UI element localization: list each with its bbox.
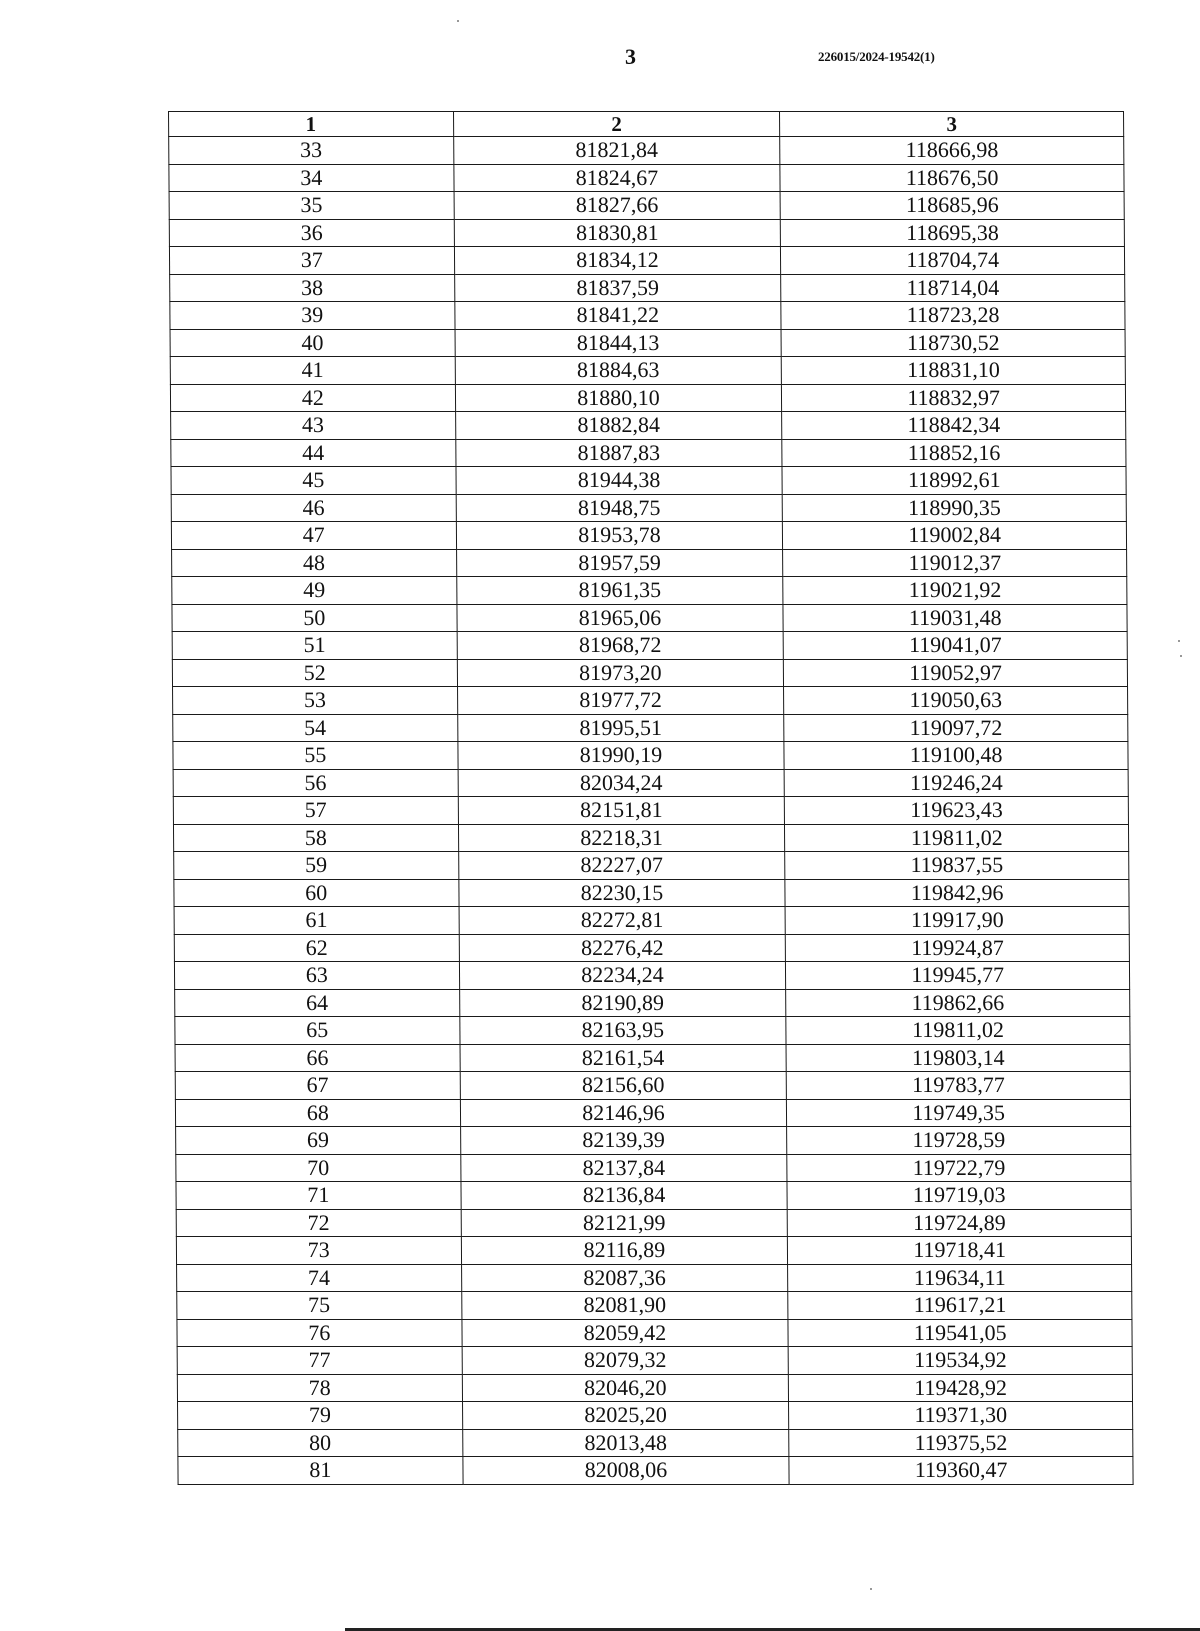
table-row [176,1182,1131,1210]
x-coordinate-cell: 81887,83 [455,439,782,467]
x-coordinate-cell: 82034,24 [458,769,785,797]
point-number-cell: 67 [175,1072,460,1100]
y-coordinate-cell: 119945,77 [786,962,1130,990]
y-coordinate-cell: 119837,55 [785,852,1129,880]
point-number-cell: 62 [174,934,459,962]
x-coordinate-cell: 82161,54 [460,1044,787,1072]
point-number-cell: 37 [169,247,454,275]
x-coordinate-cell: 81837,59 [454,274,781,302]
x-coordinate-cell: 82121,99 [461,1209,788,1237]
point-number-cell: 36 [169,219,454,247]
page-number: 3 [625,44,636,69]
point-number-cell: 52 [172,659,457,687]
x-coordinate-cell: 82151,81 [458,797,785,825]
table-header [169,112,1124,137]
table-row [169,247,1124,275]
table-row [174,879,1129,907]
y-coordinate-cell: 119634,11 [788,1264,1132,1292]
y-coordinate-cell: 119371,30 [789,1402,1133,1430]
x-coordinate-cell: 82218,31 [458,824,785,852]
x-coordinate-cell: 82190,89 [459,989,786,1017]
y-coordinate-cell: 118832,97 [782,384,1126,412]
x-coordinate-cell: 82059,42 [462,1319,789,1347]
column-header-2: 2 [453,112,780,137]
x-coordinate-cell: 81882,84 [455,412,782,440]
table-row [171,412,1126,440]
y-coordinate-cell: 119050,63 [784,687,1128,715]
y-coordinate-cell: 119002,84 [783,522,1127,550]
point-number-cell: 57 [173,797,458,825]
table-row [170,357,1125,385]
point-number-cell: 51 [172,632,457,660]
x-coordinate-cell: 82079,32 [462,1347,789,1375]
y-coordinate-cell: 119246,24 [784,769,1128,797]
y-coordinate-cell: 119811,02 [786,1017,1130,1045]
table-row [178,1402,1133,1430]
point-number-cell: 69 [176,1127,461,1155]
y-coordinate-cell: 119917,90 [785,907,1129,935]
table-row [178,1429,1133,1457]
point-number-cell: 75 [177,1292,462,1320]
x-coordinate-cell: 81824,67 [453,164,780,192]
point-number-cell: 49 [172,577,457,605]
x-coordinate-cell: 81841,22 [454,302,781,330]
table-row [169,137,1124,165]
column-header-3: 3 [780,112,1124,137]
x-coordinate-cell: 82025,20 [462,1402,789,1430]
x-coordinate-cell: 81884,63 [455,357,782,385]
point-number-cell: 74 [177,1264,462,1292]
table-row [176,1237,1131,1265]
point-number-cell: 35 [169,192,454,220]
point-number-cell: 77 [177,1347,462,1375]
point-number-cell: 34 [169,164,454,192]
x-coordinate-cell: 81957,59 [456,549,783,577]
x-coordinate-cell: 82230,15 [458,879,785,907]
column-header-1: 1 [169,112,454,137]
table-row [178,1457,1133,1485]
point-number-cell: 48 [172,549,457,577]
point-number-cell: 68 [175,1099,460,1127]
x-coordinate-cell: 82116,89 [461,1237,788,1265]
y-coordinate-cell: 119541,05 [788,1319,1132,1347]
y-coordinate-cell: 118723,28 [781,302,1125,330]
point-number-cell: 80 [178,1429,463,1457]
point-number-cell: 55 [173,742,458,770]
point-number-cell: 50 [172,604,457,632]
table-row [175,1099,1130,1127]
x-coordinate-cell: 81961,35 [456,577,783,605]
point-number-cell: 41 [170,357,455,385]
point-number-cell: 63 [174,962,459,990]
table-row [176,1154,1131,1182]
x-coordinate-cell: 81953,78 [456,522,783,550]
y-coordinate-cell: 119803,14 [786,1044,1130,1072]
point-number-cell: 58 [173,824,458,852]
scan-speck [870,1588,872,1590]
x-coordinate-cell: 82008,06 [463,1457,790,1485]
y-coordinate-cell: 118992,61 [782,467,1126,495]
table-row [174,907,1129,935]
table-row [177,1319,1132,1347]
y-coordinate-cell: 119375,52 [789,1429,1133,1457]
y-coordinate-cell: 119862,66 [786,989,1130,1017]
y-coordinate-cell: 119428,92 [789,1374,1133,1402]
x-coordinate-cell: 82156,60 [460,1072,787,1100]
y-coordinate-cell: 119722,79 [787,1154,1131,1182]
x-coordinate-cell: 81880,10 [455,384,782,412]
table-row [175,1072,1130,1100]
y-coordinate-cell: 119718,41 [788,1237,1132,1265]
point-number-cell: 81 [178,1457,463,1485]
x-coordinate-cell: 82163,95 [459,1017,786,1045]
table-row [170,274,1125,302]
scan-speck [1178,640,1180,642]
point-number-cell: 79 [178,1402,463,1430]
x-coordinate-cell: 81830,81 [454,219,781,247]
y-coordinate-cell: 119623,43 [785,797,1129,825]
x-coordinate-cell: 81965,06 [457,604,784,632]
x-coordinate-cell: 82046,20 [462,1374,789,1402]
y-coordinate-cell: 118695,38 [781,219,1125,247]
table-row [173,797,1128,825]
point-number-cell: 39 [170,302,455,330]
point-number-cell: 43 [171,412,456,440]
table-row [177,1347,1132,1375]
document-reference: 226015/2024-19542(1) [818,49,935,64]
point-number-cell: 54 [173,714,458,742]
table-row [172,577,1127,605]
table-row [173,742,1128,770]
x-coordinate-cell: 82137,84 [460,1154,787,1182]
point-number-cell: 72 [176,1209,461,1237]
table-row [170,329,1125,357]
table-row [172,604,1127,632]
table-row [174,962,1129,990]
y-coordinate-cell: 119031,48 [783,604,1127,632]
y-coordinate-cell: 118831,10 [782,357,1126,385]
x-coordinate-cell: 81973,20 [457,659,784,687]
y-coordinate-cell: 118730,52 [781,329,1125,357]
table-row [177,1374,1132,1402]
y-coordinate-cell: 119041,07 [783,632,1127,660]
table-row [175,1017,1130,1045]
point-number-cell: 53 [173,687,458,715]
table-row [173,824,1128,852]
x-coordinate-cell: 81995,51 [457,714,784,742]
table-row [177,1264,1132,1292]
table-row [170,302,1125,330]
table-body [169,137,1133,1485]
y-coordinate-cell: 119783,77 [787,1072,1131,1100]
y-coordinate-cell: 118842,34 [782,412,1126,440]
point-number-cell: 40 [170,329,455,357]
y-coordinate-cell: 119728,59 [787,1127,1131,1155]
point-number-cell: 76 [177,1319,462,1347]
x-coordinate-cell: 81844,13 [455,329,782,357]
x-coordinate-cell: 82276,42 [459,934,786,962]
x-coordinate-cell: 82234,24 [459,962,786,990]
y-coordinate-cell: 118852,16 [782,439,1126,467]
x-coordinate-cell: 81834,12 [454,247,781,275]
table-row [169,219,1124,247]
point-number-cell: 38 [170,274,455,302]
y-coordinate-cell: 119842,96 [785,879,1129,907]
x-coordinate-cell: 81990,19 [458,742,785,770]
point-number-cell: 33 [169,137,454,165]
table-row [172,549,1127,577]
table-row [173,769,1128,797]
table-row [171,467,1126,495]
y-coordinate-cell: 119719,03 [787,1182,1131,1210]
point-number-cell: 65 [175,1017,460,1045]
table-row [170,384,1125,412]
coordinates-table [168,111,1134,1485]
point-number-cell: 71 [176,1182,461,1210]
point-number-cell: 64 [175,989,460,1017]
point-number-cell: 46 [171,494,456,522]
point-number-cell: 59 [174,852,459,880]
y-coordinate-cell: 118685,96 [780,192,1124,220]
x-coordinate-cell: 81944,38 [456,467,783,495]
point-number-cell: 45 [171,467,456,495]
x-coordinate-cell: 81821,84 [453,137,780,165]
x-coordinate-cell: 82136,84 [461,1182,788,1210]
table-row [171,439,1126,467]
y-coordinate-cell: 118990,35 [782,494,1126,522]
table-row [175,989,1130,1017]
point-number-cell: 47 [171,522,456,550]
y-coordinate-cell: 119724,89 [787,1209,1131,1237]
y-coordinate-cell: 119924,87 [786,934,1130,962]
table-row [174,934,1129,962]
table-row [176,1209,1131,1237]
y-coordinate-cell: 119360,47 [789,1457,1133,1485]
y-coordinate-cell: 119097,72 [784,714,1128,742]
table-row [176,1127,1131,1155]
table-row [174,852,1129,880]
y-coordinate-cell: 119617,21 [788,1292,1132,1320]
table-row [169,164,1124,192]
table-row [169,192,1124,220]
x-coordinate-cell: 81977,72 [457,687,784,715]
x-coordinate-cell: 82013,48 [462,1429,789,1457]
scan-speck [457,20,459,22]
point-number-cell: 78 [177,1374,462,1402]
scan-speck [1180,655,1182,657]
x-coordinate-cell: 81948,75 [456,494,783,522]
y-coordinate-cell: 119534,92 [788,1347,1132,1375]
table-row [171,522,1126,550]
y-coordinate-cell: 119100,48 [784,742,1128,770]
x-coordinate-cell: 82087,36 [461,1264,788,1292]
x-coordinate-cell: 82227,07 [458,852,785,880]
point-number-cell: 61 [174,907,459,935]
x-coordinate-cell: 81968,72 [457,632,784,660]
point-number-cell: 66 [175,1044,460,1072]
point-number-cell: 70 [176,1154,461,1182]
y-coordinate-cell: 119749,35 [787,1099,1131,1127]
point-number-cell: 42 [170,384,455,412]
x-coordinate-cell: 82081,90 [461,1292,788,1320]
table-row [173,687,1128,715]
x-coordinate-cell: 82139,39 [460,1127,787,1155]
point-number-cell: 60 [174,879,459,907]
x-coordinate-cell: 82272,81 [459,907,786,935]
y-coordinate-cell: 118676,50 [780,164,1124,192]
table-row [171,494,1126,522]
table-row [172,659,1127,687]
y-coordinate-cell: 118704,74 [781,247,1125,275]
table-row [173,714,1128,742]
y-coordinate-cell: 119811,02 [785,824,1129,852]
x-coordinate-cell: 81827,66 [454,192,781,220]
point-number-cell: 73 [176,1237,461,1265]
table-row [175,1044,1130,1072]
table-row [177,1292,1132,1320]
y-coordinate-cell: 118666,98 [780,137,1124,165]
table-row [172,632,1127,660]
y-coordinate-cell: 119052,97 [784,659,1128,687]
y-coordinate-cell: 119012,37 [783,549,1127,577]
point-number-cell: 44 [171,439,456,467]
y-coordinate-cell: 118714,04 [781,274,1125,302]
header-row [169,112,1124,137]
point-number-cell: 56 [173,769,458,797]
y-coordinate-cell: 119021,92 [783,577,1127,605]
x-coordinate-cell: 82146,96 [460,1099,787,1127]
